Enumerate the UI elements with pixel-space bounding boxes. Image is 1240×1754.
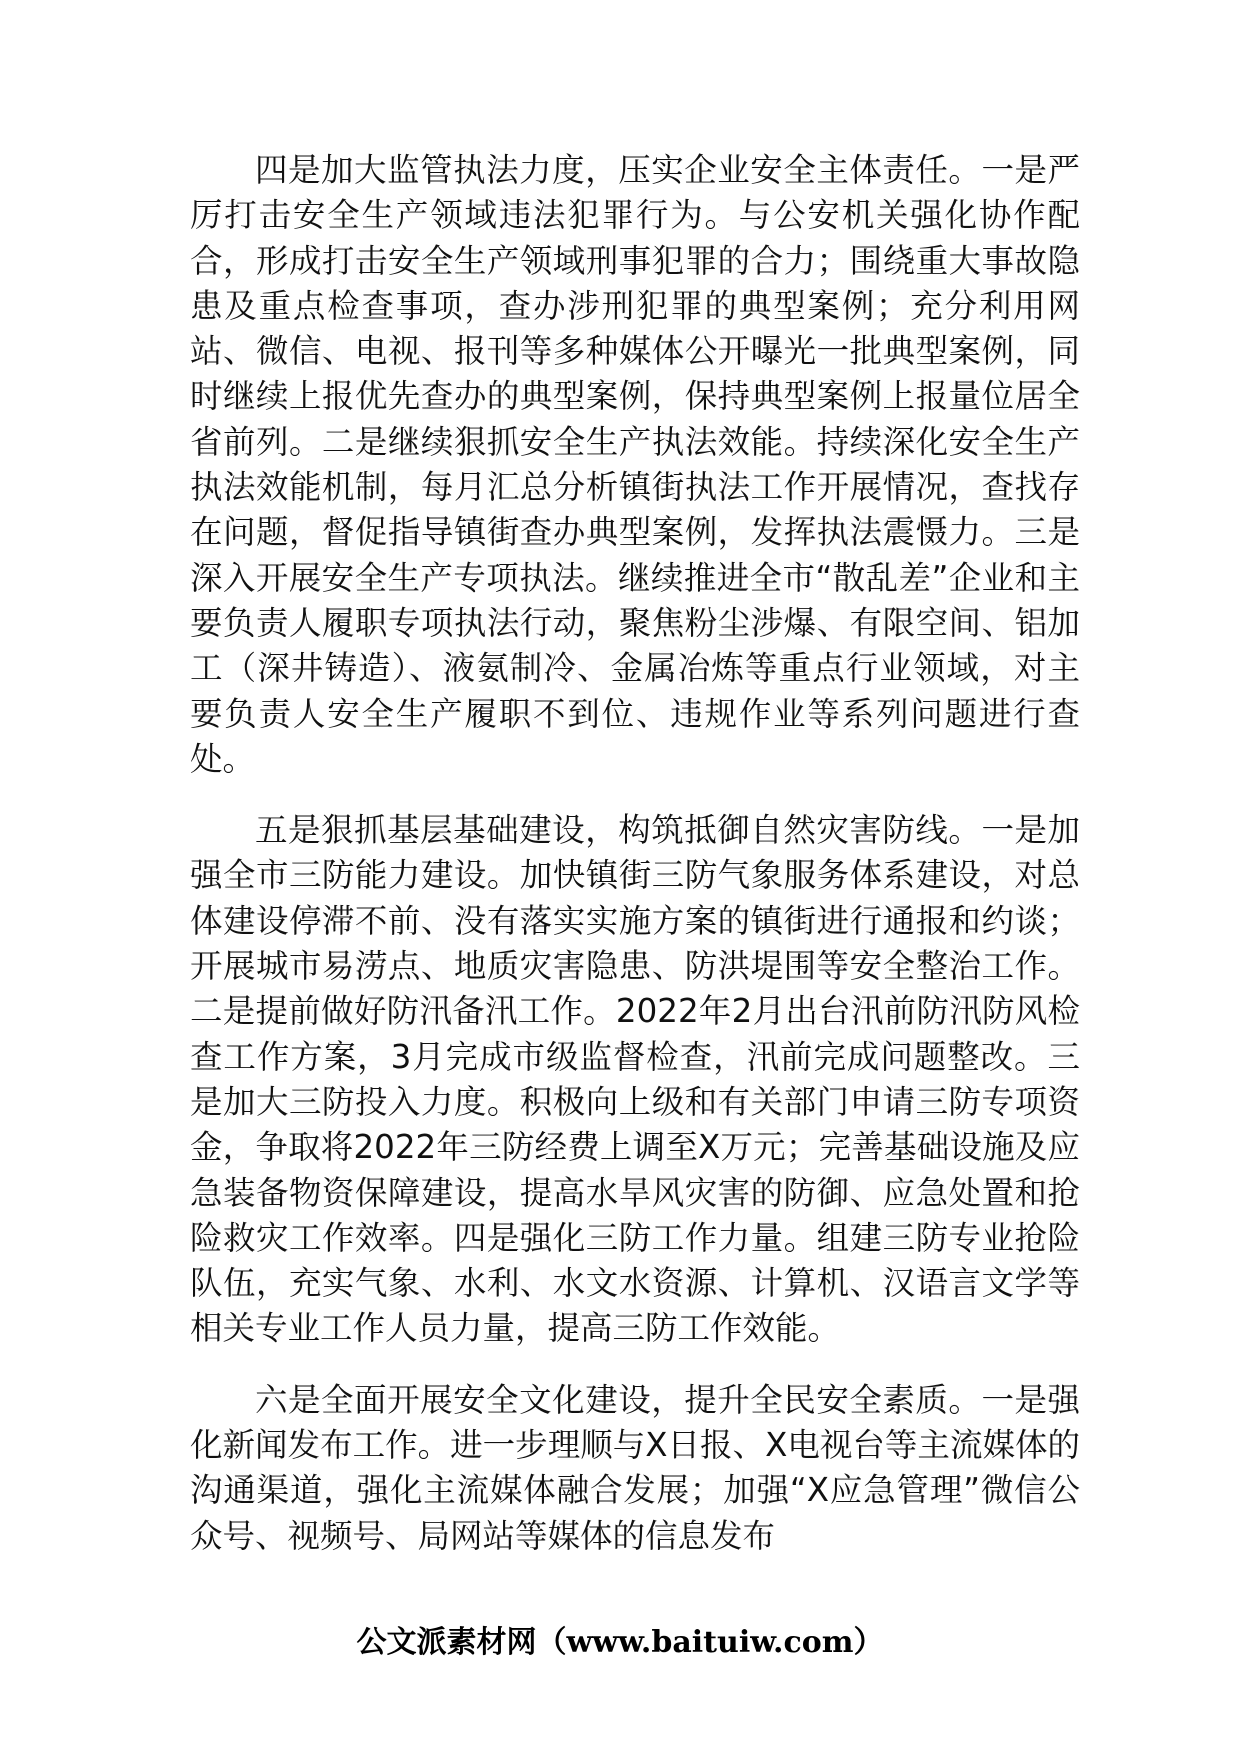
paragraph-4: 四是加大监管执法力度，压实企业安全主体责任。一是严厉打击安全生产领域违法犯罪行为。与公安机关强化协作配合，形成打击安全生产领域刑事犯罪的合力；围绕重大事故隐患及重点检查事项，查办涉刑犯罪的典型案例；充分利用网站、微信、电视、报刊等多种媒体公开曝光一批典型案例，同时继续上报优先查办的典型案例，保持典型案例上报量位居全省前列。二是继续狠抓安全生产执法效能。持续深化安全生产执法效能机制，每月汇总分析镇街执法工作开展情况，查找存在问题，督促指导镇街查办典型案例，发挥执法震慑力。三是深入开展安全生产专项执法。继续推进全市“散乱差”企业和主要负责人履职专项执法行动，聚焦粉尘涉爆、有限空间、铝加工（深井铸造）、液氨制冷、金属冶炼等重点行业领域，对主要负责人安全生产履职不到位、违规作业等系列问题进行查处。: [190, 151, 1080, 778]
paragraph-6: 六是全面开展安全文化建设，提升全民安全素质。一是强化新闻发布工作。进一步理顺与X日报、X电视台等主流媒体的沟通渠道，强化主流媒体融合发展；加强“X应急管理”微信公众号、视频号、局网站等媒体的信息发布: [190, 1380, 1080, 1555]
document-body: [190, 148, 1080, 1585]
paragraph-5: 五是狠抓基层基础建设，构筑抵御自然灾害防线。一是加强全市三防能力建设。加快镇街三防气象服务体系建设，对总体建设停滞不前、没有落实实施方案的镇街进行通报和约谈；开展城市易涝点、地质灾害隐患、防洪堤围等安全整治工作。二是提前做好防汛备汛工作。2022年2月出台汛前防汛防风检查工作方案，3月完成市级监督检查，汛前完成问题整改。三是加大三防投入力度。积极向上级和有关部门申请三防专项资金，争取将2022年三防经费上调至X万元；完善基础设施及应急装备物资保障建设，提高水旱风灾害的防御、应急处置和抢险救灾工作效率。四是强化三防工作力量。组建三防专业抢险队伍，充实气象、水利、水文水资源、计算机、汉语言文学等相关专业工作人员力量，提高三防工作效能。: [190, 811, 1080, 1348]
footer-watermark: 公文派素材网（www.baituiw.com）: [356, 1625, 884, 1660]
